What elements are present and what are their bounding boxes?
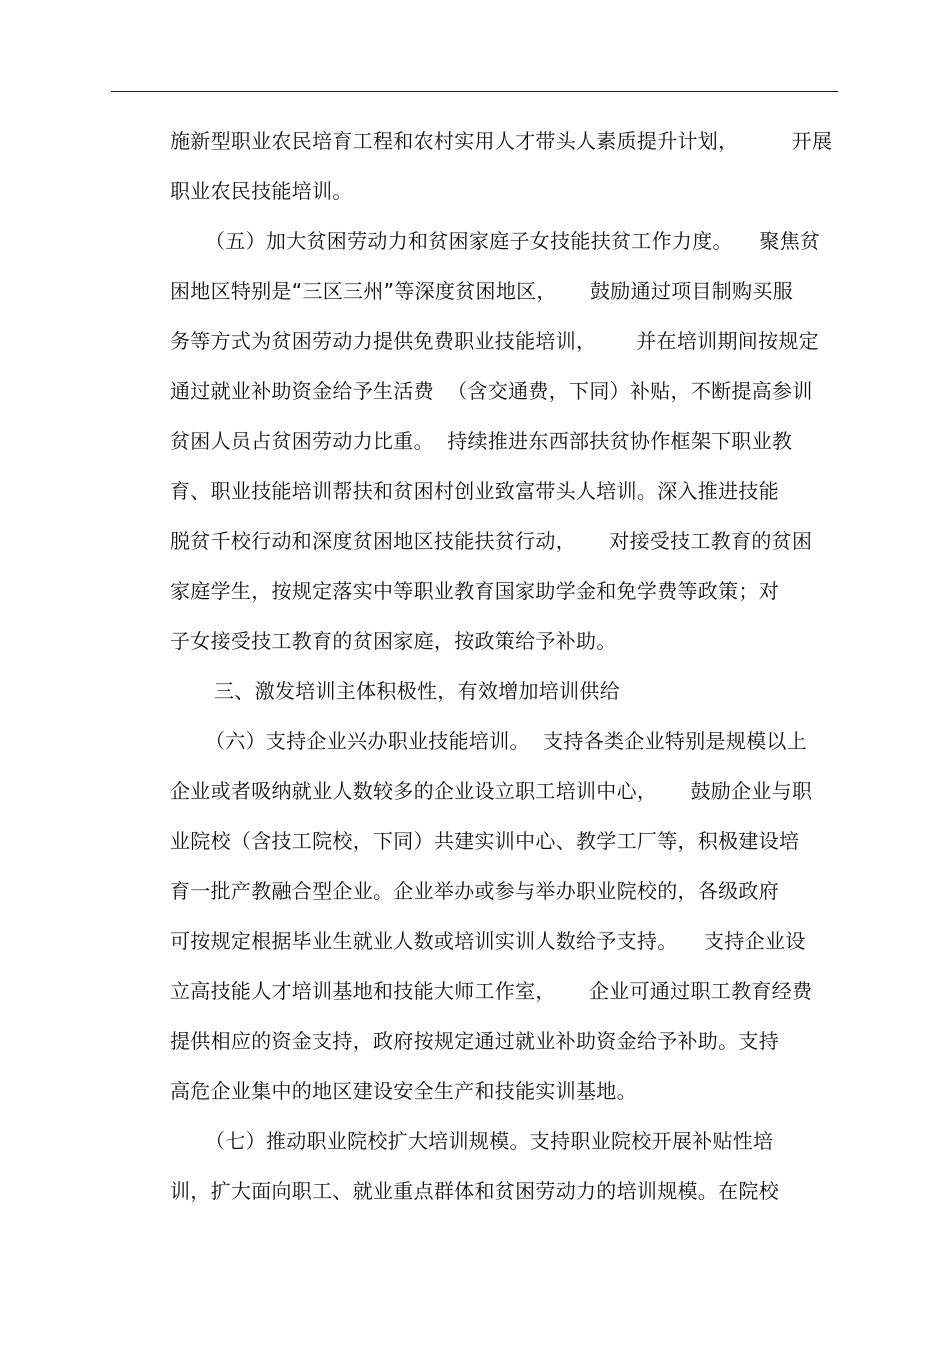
text-line: 高危企业集中的地区建设安全生产和技能实训基地。 — [170, 1079, 637, 1103]
section-heading: 三、激发培训主体积极性，有效增加培训供给 — [214, 679, 620, 703]
text-line: 脱贫千校行动和深度贫困地区技能扶贫行动， 对接受技工教育的贫困 — [170, 529, 813, 553]
text-line: （六）支持企业兴办职业技能培训。 支持各类企业特别是规模以上 — [205, 729, 808, 753]
text-line: 家庭学生，按规定落实中等职业教育国家助学金和免学费等政策；对 — [170, 579, 779, 603]
text-line: 提供相应的资金支持，政府按规定通过就业补助资金给予补助。支持 — [170, 1029, 779, 1053]
text-line: 育、职业技能培训帮扶和贫困村创业致富带头人培训。深入推进技能 — [170, 479, 779, 503]
header-rule — [111, 91, 838, 92]
text-line: 通过就业补助资金给予生活费 （含交通费，下同）补贴，不断提高参训 — [170, 379, 813, 403]
text-line: 训，扩大面向职工、就业重点群体和贫困劳动力的培训规模。在院校 — [170, 1179, 779, 1203]
text-line: 职业农民技能培训。 — [170, 179, 353, 203]
text-line: 立高技能人才培训基地和技能大师工作室， 企业可通过职工教育经费 — [170, 979, 813, 1003]
text-line: 业院校（含技工院校，下同）共建实训中心、教学工厂等，积极建设培 — [170, 829, 800, 853]
text-line: 育一批产教融合型企业。企业举办或参与举办职业院校的，各级政府 — [170, 879, 779, 903]
text-line: 施新型职业农民培育工程和农村实用人才带头人素质提升计划， 开展 — [170, 129, 833, 153]
text-line: 困地区特别是“三区三州”等深度贫困地区， 鼓励通过项目制购买服 — [170, 279, 794, 303]
text-line: （七）推动职业院校扩大培训规模。支持职业院校开展补贴性培 — [205, 1129, 774, 1153]
text-line: 企业或者吸纳就业人数较多的企业设立职工培训中心， 鼓励企业与职 — [170, 779, 813, 803]
text-line: 务等方式为贫困劳动力提供免费职业技能培训， 并在培训期间按规定 — [170, 329, 819, 353]
text-line: 贫困人员占贫困劳动力比重。 持续推进东西部扶贫协作框架下职业教 — [170, 429, 793, 453]
text-line: （五）加大贫困劳动力和贫困家庭子女技能扶贫工作力度。 聚焦贫 — [205, 229, 821, 253]
text-line: 子女接受技工教育的贫困家庭，按政策给予补助。 — [170, 629, 617, 653]
text-line: 可按规定根据毕业生就业人数或培训实训人数给予支持。 支持企业设 — [170, 929, 806, 953]
